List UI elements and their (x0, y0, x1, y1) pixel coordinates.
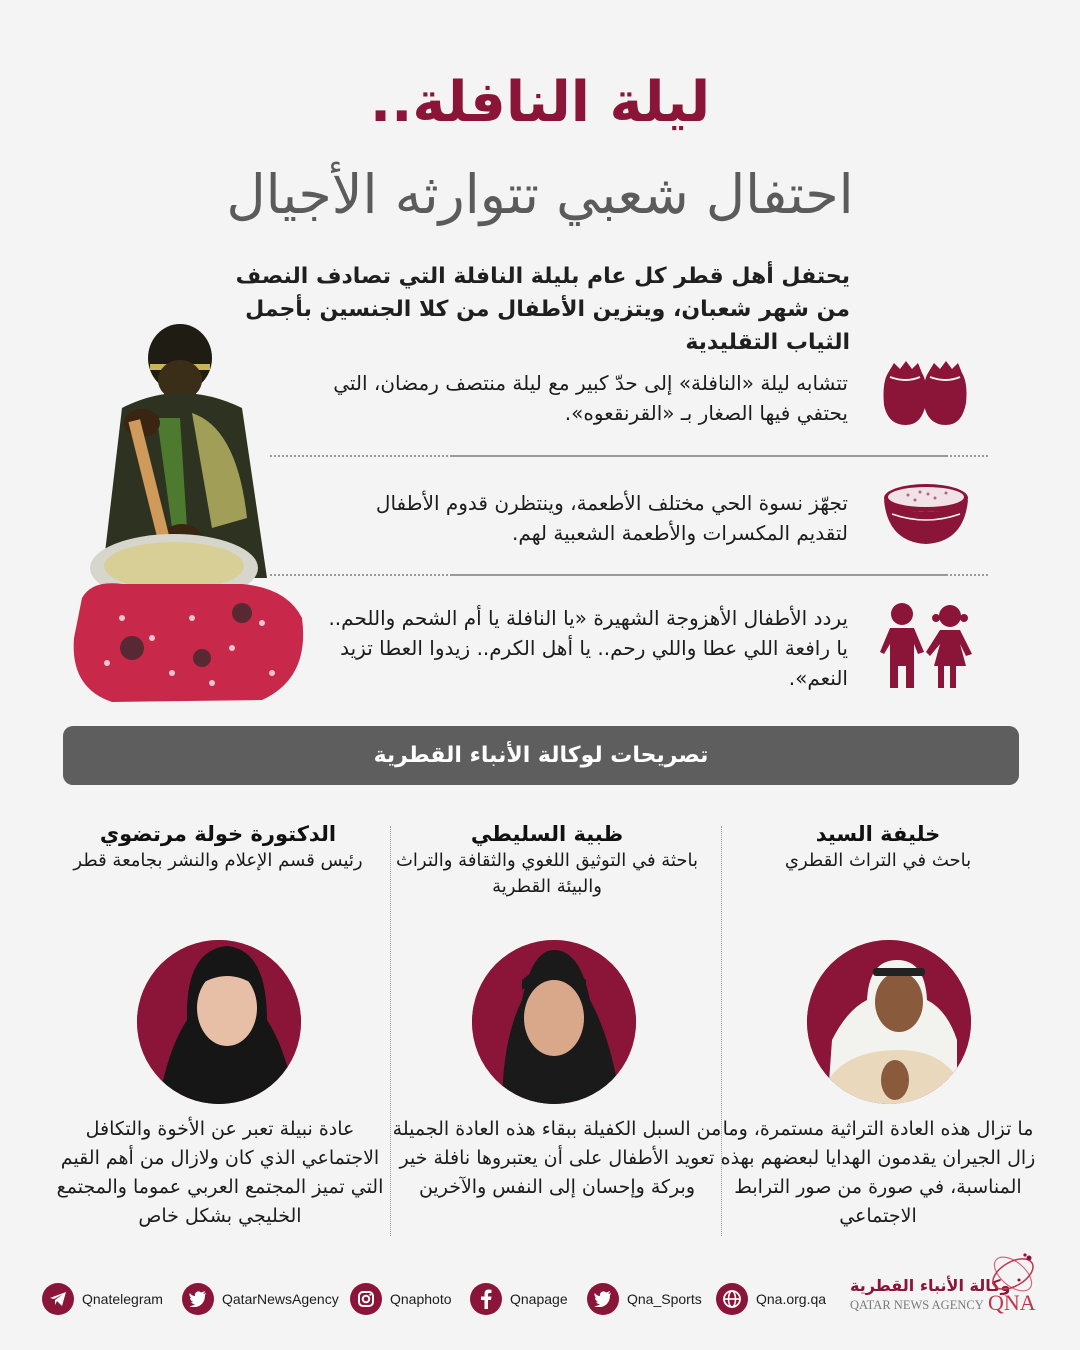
person-card (53, 820, 383, 874)
intro-text: يحتفل أهل قطر كل عام بليلة النافلة التي تصادف النصف من شهر شعبان، ويتزين الأطفال من كلا الجنسين بأجمل الثياب التقليدية (235, 264, 850, 355)
social-label: Qna_Sports (627, 1291, 702, 1307)
telegram-icon (42, 1283, 74, 1315)
column-separator (390, 826, 391, 1236)
hero-woman-cooking-image (62, 318, 312, 708)
social-label: Qnatelegram (82, 1291, 163, 1307)
fact-text-2: تجهّز نسوة الحي مختلف الأطعمة، وينتظرن قدوم الأطفال لتقديم المكسرات والأطعمة الشعبية لهم. (375, 491, 848, 545)
avatar-dhabia-al-sulaiti (472, 940, 636, 1104)
person-name: ظبية السليطي (470, 822, 624, 846)
person-name: خليفة السيد (815, 822, 941, 846)
instagram-icon (350, 1283, 382, 1315)
twitter-icon (182, 1283, 214, 1315)
divider (270, 574, 988, 576)
person-role: باحثة في التوثيق اللغوي والثقافة والتراث والبيئة القطرية (395, 850, 699, 897)
person-role: رئيس قسم الإعلام والنشر بجامعة قطر (73, 850, 363, 871)
person-name: الدكتورة خولة مرتضوي (99, 822, 337, 846)
divider (270, 455, 988, 457)
page-subtitle: احتفال شعبي تتوارثه الأجيال (226, 163, 854, 226)
avatar-khalifa-al-sayed (807, 940, 971, 1104)
social-link-twitter-sports[interactable] (587, 1283, 702, 1315)
fact-text-3: يردد الأطفال الأهزوجة الشهيرة «يا النافلة يا أم الشحم واللحم.. يا رافعة اللي عطا واللي رحم.. يا أهل الكرم.. زيدوا العطا تزيد النعم». (328, 606, 848, 690)
social-label: Qna.org.qa (756, 1291, 827, 1307)
twitter-icon (587, 1283, 619, 1315)
globe-icon (716, 1283, 748, 1315)
avatar-khawla-mortazawi (137, 940, 301, 1104)
person-card (713, 820, 1043, 874)
social-label: QatarNewsAgency (222, 1291, 339, 1307)
social-link-instagram[interactable] (350, 1283, 452, 1315)
logo-english-text: QATAR NEWS AGENCY (850, 1298, 984, 1312)
social-link-website[interactable] (716, 1283, 826, 1315)
social-link-twitter[interactable] (182, 1283, 339, 1315)
logo-arabic-text: وكالة الأنباء القطرية (850, 1276, 1011, 1295)
statements-banner: تصريحات لوكالة الأنباء القطرية (63, 726, 1019, 785)
person-card (382, 820, 712, 900)
social-link-telegram[interactable] (42, 1283, 163, 1315)
children-icon (880, 600, 970, 690)
social-link-facebook[interactable] (470, 1283, 568, 1315)
person-quote: من السبل الكفيلة ببقاء هذه العادة الجميلة تعويد الأطفال على أن يعتبروها نافلة خير وبركة وإحسان إلى النفس والآخرين (392, 1118, 722, 1198)
money-bags-icon (880, 355, 970, 445)
person-role: باحث في التراث القطري (784, 850, 972, 871)
fact-text-1: تتشابه ليلة «النافلة» إلى حدّ كبير مع ليلة منتصف رمضان، التي يحتفي فيها الصغار بـ «القرنقعوه». (333, 371, 848, 425)
facebook-icon (470, 1283, 502, 1315)
page-title: ليلة النافلة.. (369, 70, 711, 135)
logo-abbr-text: QNA (988, 1290, 1036, 1315)
social-label: Qnapage (510, 1291, 568, 1307)
food-bowl-icon (880, 480, 970, 570)
person-quote: ما تزال هذه العادة التراثية مستمرة، وما زال الجيران يقدمون الهدايا لبعضهم بهذه المناسبة، في صورة من صور الترابط الاجتماعي (720, 1118, 1036, 1227)
person-quote: عادة نبيلة تعبر عن الأخوة والتكافل الاجتماعي الذي كان ولازال من أهم القيم التي تميز المجتمع العربي عموما والمجتمع الخليجي بشكل خاص (56, 1118, 384, 1227)
social-label: Qnaphoto (390, 1291, 452, 1307)
